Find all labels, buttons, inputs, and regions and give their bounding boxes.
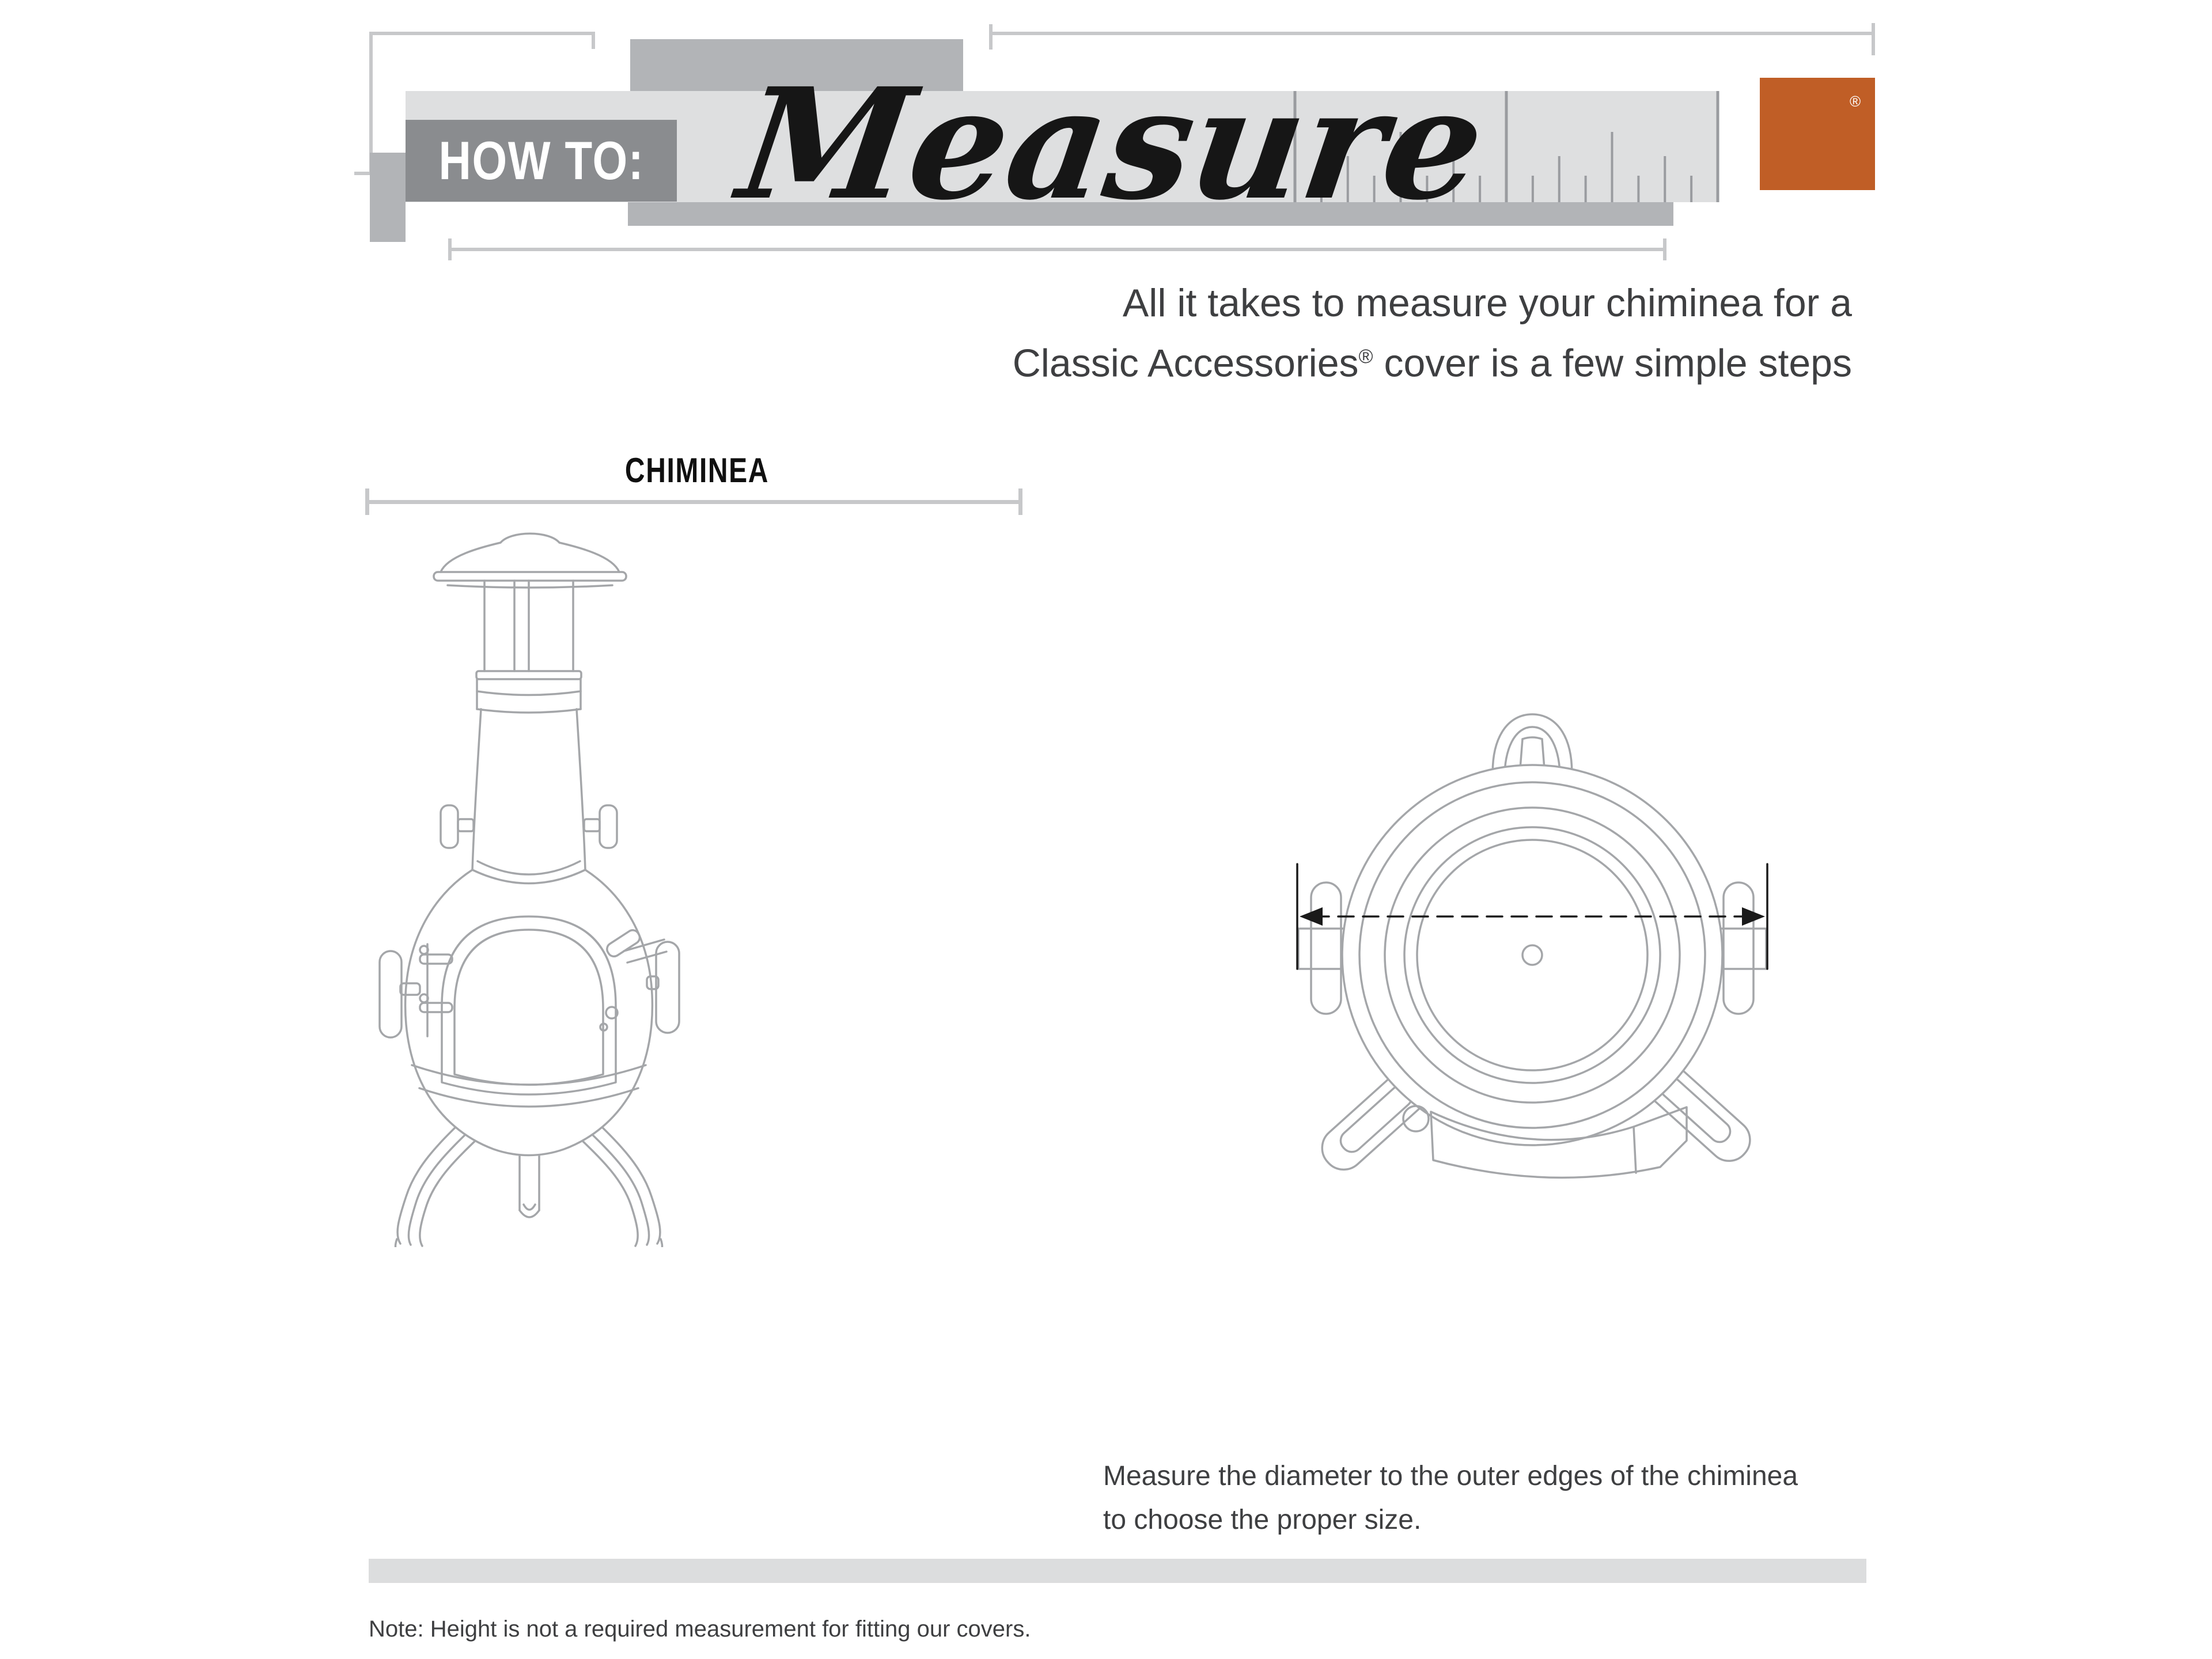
instruction-line1: Measure the diameter to the outer edges of the chiminea xyxy=(1103,1461,1798,1491)
tagline-brand: Classic Accessories xyxy=(1012,341,1359,385)
footer-note: Note: Height is not a required measurement for fitting our covers. xyxy=(369,1616,1031,1642)
howto-label: HOW TO: xyxy=(438,130,644,191)
chiminea-chimney xyxy=(484,581,573,671)
ca-monogram-icon xyxy=(1760,78,1875,190)
chiminea-side-tabs xyxy=(441,805,617,848)
chiminea-bottom-tail xyxy=(520,1155,539,1217)
header-block-left-gray xyxy=(370,153,406,242)
chiminea-collar xyxy=(476,671,581,713)
header-divider-line xyxy=(448,248,1666,251)
header-guide-line-right xyxy=(989,32,1875,35)
header-guide-right-tick xyxy=(1872,23,1875,55)
tagline-line1: All it takes to measure your chiminea for a xyxy=(1122,281,1852,325)
howto-box xyxy=(406,120,677,202)
top-view-outer-rim xyxy=(1342,765,1722,1145)
tagline xyxy=(1013,276,1852,391)
chiminea-cap xyxy=(434,533,626,588)
chiminea-label: CHIMINEA xyxy=(624,451,770,490)
chiminea-shoulder-line xyxy=(478,861,580,874)
chiminea-front-illustration xyxy=(354,516,711,1247)
brand-logo xyxy=(1760,78,1875,190)
tagline-rest: cover is a few simple steps xyxy=(1373,341,1852,385)
chiminea-width-right-cap xyxy=(1018,488,1022,515)
chiminea-neck xyxy=(472,709,585,870)
tagline-line2 xyxy=(1013,330,1852,391)
measure-script-title: Measure xyxy=(729,55,1495,234)
corner-bracket-top-line xyxy=(369,32,595,35)
chiminea-width-left-cap xyxy=(365,488,369,515)
instruction-line2: to choose the proper size. xyxy=(1103,1505,1422,1535)
footer-divider-bar xyxy=(369,1559,1866,1583)
chiminea-width-line xyxy=(365,500,1022,504)
chiminea-top-illustration xyxy=(1290,680,1791,1233)
header-divider-right-tick xyxy=(1663,238,1666,260)
corner-bracket-right-tick xyxy=(592,32,595,49)
instruction-text xyxy=(1103,1455,1798,1542)
header-guide-left-tick xyxy=(989,24,993,50)
header-divider-left-tick xyxy=(448,238,452,260)
logo-registered-mark: ® xyxy=(1850,93,1861,110)
tagline-registered-mark: ® xyxy=(1358,346,1373,368)
